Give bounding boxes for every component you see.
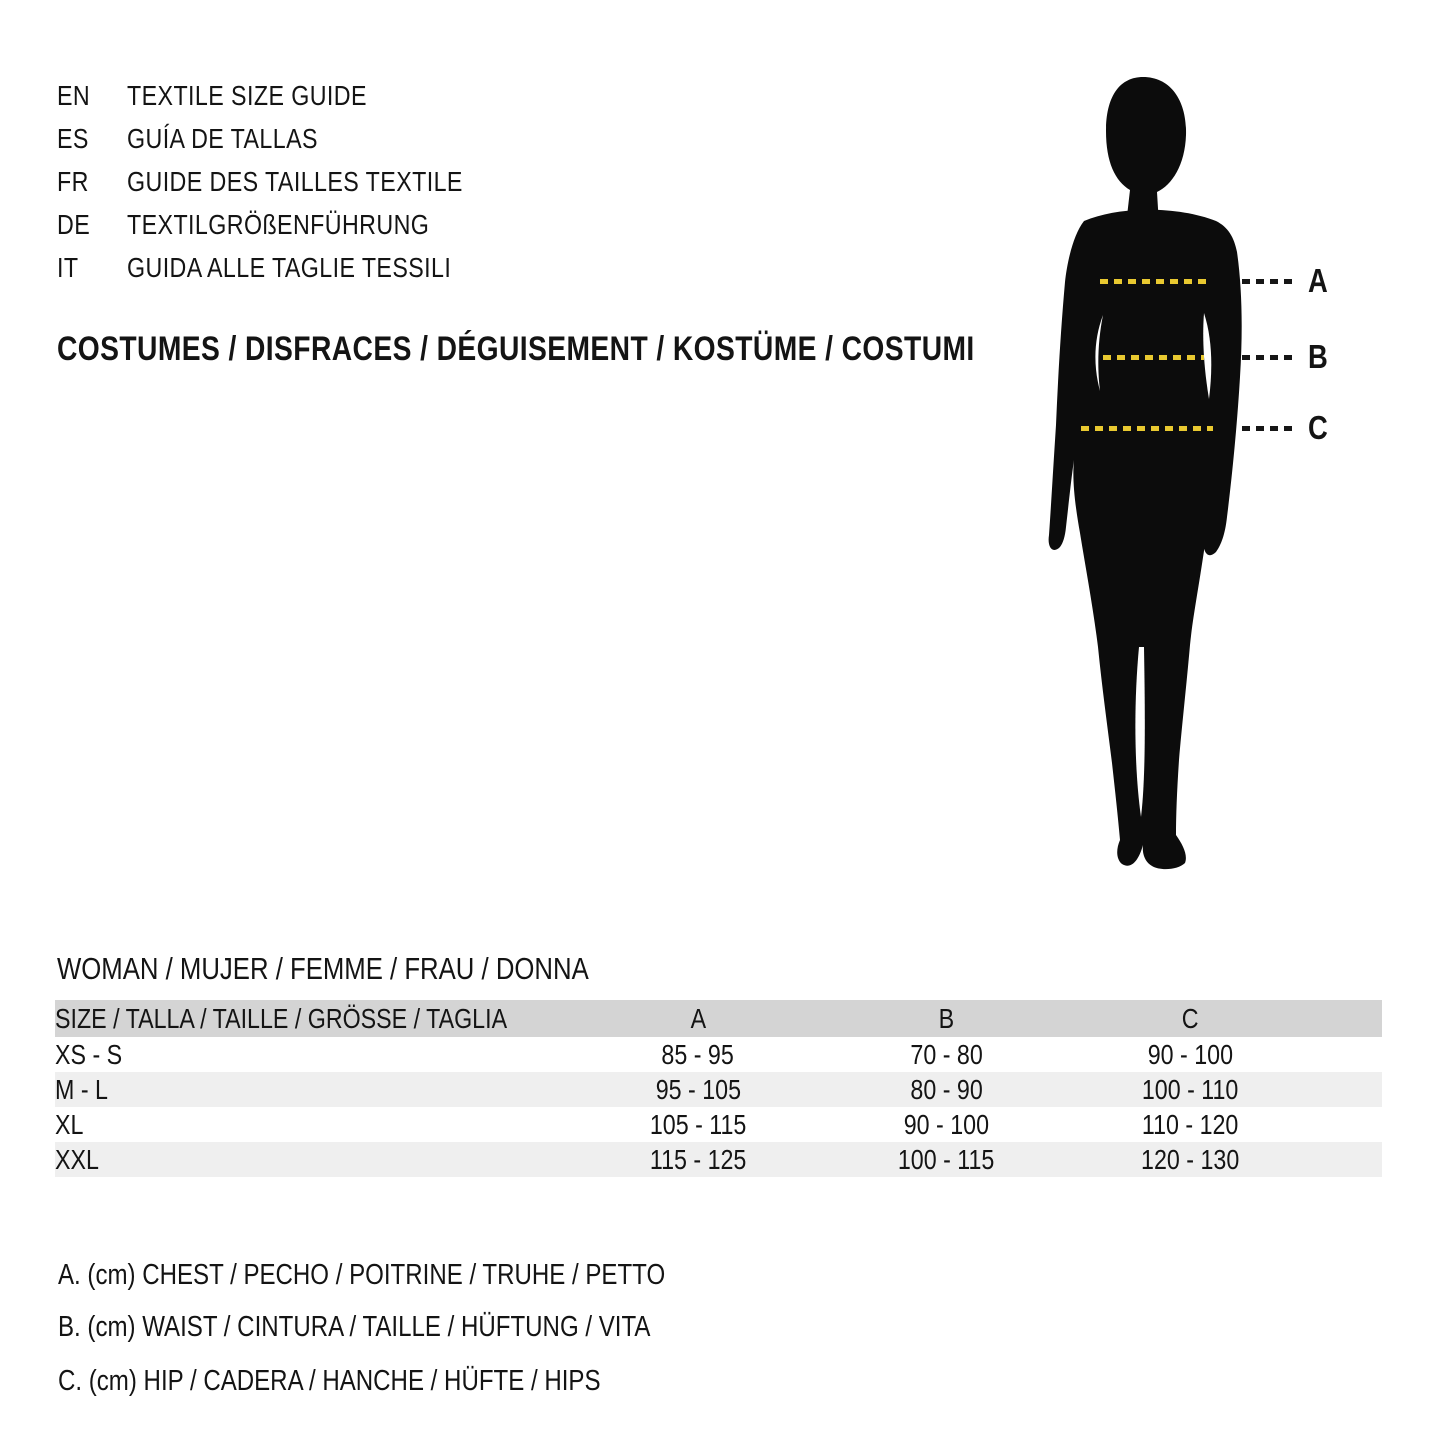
measure-line-hip-yellow	[1081, 426, 1213, 431]
category-heading-text: COSTUMES / DISFRACES / DÉGUISEMENT / KOSTÜME / COSTUMI	[57, 330, 975, 368]
measure-label-b-text: B	[1308, 338, 1328, 375]
language-code: DE	[57, 208, 91, 240]
woman-silhouette	[1020, 75, 1260, 875]
measure-label-c	[1298, 411, 1338, 445]
language-row	[57, 246, 532, 289]
size-cell: XL	[55, 1108, 84, 1140]
category-heading	[57, 330, 1163, 369]
size-table	[55, 1000, 1382, 1177]
language-title: GUIDA ALLE TAGLIE TESSILI	[127, 251, 452, 283]
measure-label-a-text: A	[1308, 262, 1328, 299]
measure-label-b	[1298, 340, 1338, 374]
language-title: TEXTILE SIZE GUIDE	[127, 79, 367, 111]
measure-line-chest-yellow	[1100, 279, 1212, 284]
column-header-c: C	[1181, 1002, 1199, 1034]
language-row	[57, 160, 532, 203]
measure-line-chest-black	[1242, 279, 1294, 284]
legend-item-hip-text: C. (cm) HIP / CADERA / HANCHE / HÜFTE / HIPS	[58, 1365, 601, 1397]
size-row-xl	[55, 1107, 1382, 1142]
column-header-b: B	[938, 1002, 955, 1034]
value-cell-b: 70 - 80	[910, 1038, 983, 1070]
value-cell-a: 115 - 125	[649, 1143, 747, 1175]
size-table-header-row	[55, 1000, 1382, 1037]
value-cell-b: 80 - 90	[910, 1073, 983, 1105]
measure-label-c-text: C	[1308, 409, 1328, 446]
language-list	[57, 74, 532, 289]
value-cell-b: 100 - 115	[898, 1143, 995, 1175]
language-code: IT	[57, 251, 79, 283]
size-row-m-l	[55, 1072, 1382, 1107]
measure-line-hip-black	[1242, 426, 1294, 431]
language-code: EN	[57, 79, 91, 111]
silhouette-head	[1106, 77, 1186, 225]
value-cell-c: 100 - 110	[1141, 1073, 1239, 1105]
size-cell: M - L	[55, 1073, 108, 1105]
value-cell-a: 105 - 115	[649, 1108, 747, 1140]
section-heading-woman	[57, 951, 698, 987]
size-cell: XS - S	[55, 1038, 123, 1070]
language-title: GUIDE DES TAILLES TEXTILE	[127, 165, 463, 197]
language-row	[57, 203, 532, 246]
size-row-xxl	[55, 1142, 1382, 1177]
legend-item-hip	[58, 1365, 712, 1398]
value-cell-c: 120 - 130	[1140, 1143, 1240, 1175]
legend-item-chest	[58, 1259, 790, 1292]
size-row-xs-s	[55, 1037, 1382, 1072]
language-title: GUÍA DE TALLAS	[127, 122, 318, 154]
language-code: ES	[57, 122, 89, 154]
size-column-header: SIZE / TALLA / TAILLE / GRÖSSE / TAGLIA	[55, 1002, 508, 1034]
measure-line-waist-yellow	[1103, 355, 1204, 360]
language-row	[57, 117, 532, 160]
size-cell: XXL	[55, 1143, 99, 1175]
measure-line-waist-black	[1242, 355, 1294, 360]
legend-item-waist-text: B. (cm) WAIST / CINTURA / TAILLE / HÜFTUNG / VITA	[58, 1311, 651, 1343]
value-cell-c: 90 - 100	[1147, 1038, 1233, 1070]
silhouette-body	[1049, 210, 1242, 869]
value-cell-a: 85 - 95	[661, 1038, 735, 1070]
measure-label-a	[1298, 264, 1338, 298]
language-title: TEXTILGRÖßENFÜHRUNG	[127, 208, 430, 240]
section-heading-text: WOMAN / MUJER / FEMME / FRAU / DONNA	[57, 951, 589, 986]
legend-item-chest-text: A. (cm) CHEST / PECHO / POITRINE / TRUHE / PETTO	[58, 1259, 666, 1291]
value-cell-c: 110 - 120	[1141, 1108, 1239, 1140]
column-header-a: A	[690, 1002, 706, 1034]
value-cell-a: 95 - 105	[655, 1073, 741, 1105]
legend-item-waist	[58, 1311, 772, 1344]
value-cell-b: 90 - 100	[903, 1108, 990, 1140]
language-code: FR	[57, 165, 89, 197]
language-row	[57, 74, 532, 117]
